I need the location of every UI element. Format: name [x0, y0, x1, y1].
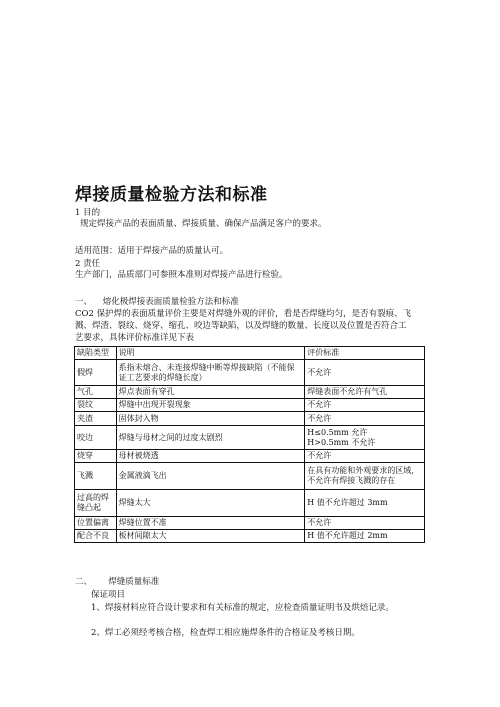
- defect-type: 配合不良: [75, 530, 117, 543]
- defect-desc: 金属液滴飞出: [116, 463, 305, 490]
- table-row: [75, 412, 425, 426]
- defect-type: 咬边: [75, 426, 117, 450]
- defect-desc: 焊缝位置不准: [116, 517, 305, 530]
- defect-desc: 焊缝与母材之间的过度太剧烈: [116, 426, 305, 450]
- defect-eval: 在具有功能和外观要求的区域，不允许有焊接飞溅的存在: [305, 463, 425, 490]
- defect-eval: 不允许: [305, 399, 425, 412]
- section2-heading: 2 责任: [75, 259, 101, 269]
- defect-eval: 不允许: [305, 412, 425, 426]
- table-header-type: 缺陷类型: [75, 347, 117, 360]
- table-row: [75, 530, 425, 543]
- part2-heading: 二、 焊缝质量标准: [75, 577, 160, 587]
- defect-eval: 不允许: [305, 517, 425, 530]
- defect-evaluation-table: [74, 346, 425, 543]
- defect-type: 过高的焊缝凸起: [75, 490, 117, 517]
- section1-text: 规定焊接产品的表面质量、焊接质量、确保产品满足客户的要求。: [80, 219, 327, 229]
- guarantee-item: 1、焊接材料应符合设计要求和有关标准的规定，应检查质量证明书及烘焙记录。: [91, 603, 394, 613]
- part1-heading: 一、 熔化极焊接表面质量检验方法和标准: [75, 297, 239, 307]
- table-header-desc: 说明: [116, 347, 305, 360]
- section1-heading: 1 目的: [75, 208, 101, 218]
- part1-line: 艺要求，具体评价标准详见下表: [75, 333, 195, 343]
- defect-type: 假焊: [75, 360, 117, 386]
- table-row: [75, 517, 425, 530]
- table-row: [75, 360, 425, 386]
- part1-line: CO2 保护焊的表面质量评价主要是对焊缝外观的评价，看是否焊缝均匀，是否有裂痕、飞: [75, 309, 412, 319]
- defect-desc: 焊缝太大: [116, 490, 305, 517]
- table-row: [75, 490, 425, 517]
- section2-text: 生产部门，品质部门可参照本准则对焊接产品进行检验。: [75, 270, 288, 280]
- document-title: 焊接质量检验方法和标准: [75, 185, 268, 205]
- defect-type: 飞溅: [75, 463, 117, 490]
- defect-desc: 焊缝中出现开裂现象: [116, 399, 305, 412]
- scope-text: 适用范围：适用于焊接产品的质量认可。: [75, 246, 229, 256]
- table-row: [75, 386, 425, 399]
- defect-desc: 系指未熔合、未连接焊缝中断等焊接缺陷（不能保证工艺要求的焊缝长度）: [116, 360, 305, 386]
- defect-eval: 不允许: [305, 450, 425, 463]
- defect-eval: H 值不允许超过 3mm: [305, 490, 425, 517]
- defect-desc: 固体封入物: [116, 412, 305, 426]
- table-row: [75, 399, 425, 412]
- part1-line: 溅、焊渣、裂纹、烧穿、缩孔、咬边等缺陷，以及焊缝的数量、长度以及位置是否符合工: [75, 321, 407, 331]
- guarantee-item: 2、焊工必须经考核合格，检查焊工相应施焊条件的合格证及考核日期。: [91, 628, 360, 638]
- defect-eval: H 值不允许超过 2mm: [305, 530, 425, 543]
- defect-type: 夹渣: [75, 412, 117, 426]
- defect-desc: 母材被烧透: [116, 450, 305, 463]
- defect-desc: 板材间隙太大: [116, 530, 305, 543]
- defect-type: 烧穿: [75, 450, 117, 463]
- defect-desc: 焊点表面有穿孔: [116, 386, 305, 399]
- defect-eval: H≤0.5mm 允许 H>0.5mm 不允许: [305, 426, 425, 450]
- defect-type: 裂纹: [75, 399, 117, 412]
- defect-eval: 不允许: [305, 360, 425, 386]
- defect-type: 位置偏离: [75, 517, 117, 530]
- table-header-eval: 评价标准: [305, 347, 425, 360]
- table-row: [75, 450, 425, 463]
- defect-eval: 焊缝表面不允许有气孔: [305, 386, 425, 399]
- guarantee-heading: 保证项目: [91, 590, 126, 600]
- defect-type: 气孔: [75, 386, 117, 399]
- table-row: [75, 463, 425, 490]
- table-row: [75, 426, 425, 450]
